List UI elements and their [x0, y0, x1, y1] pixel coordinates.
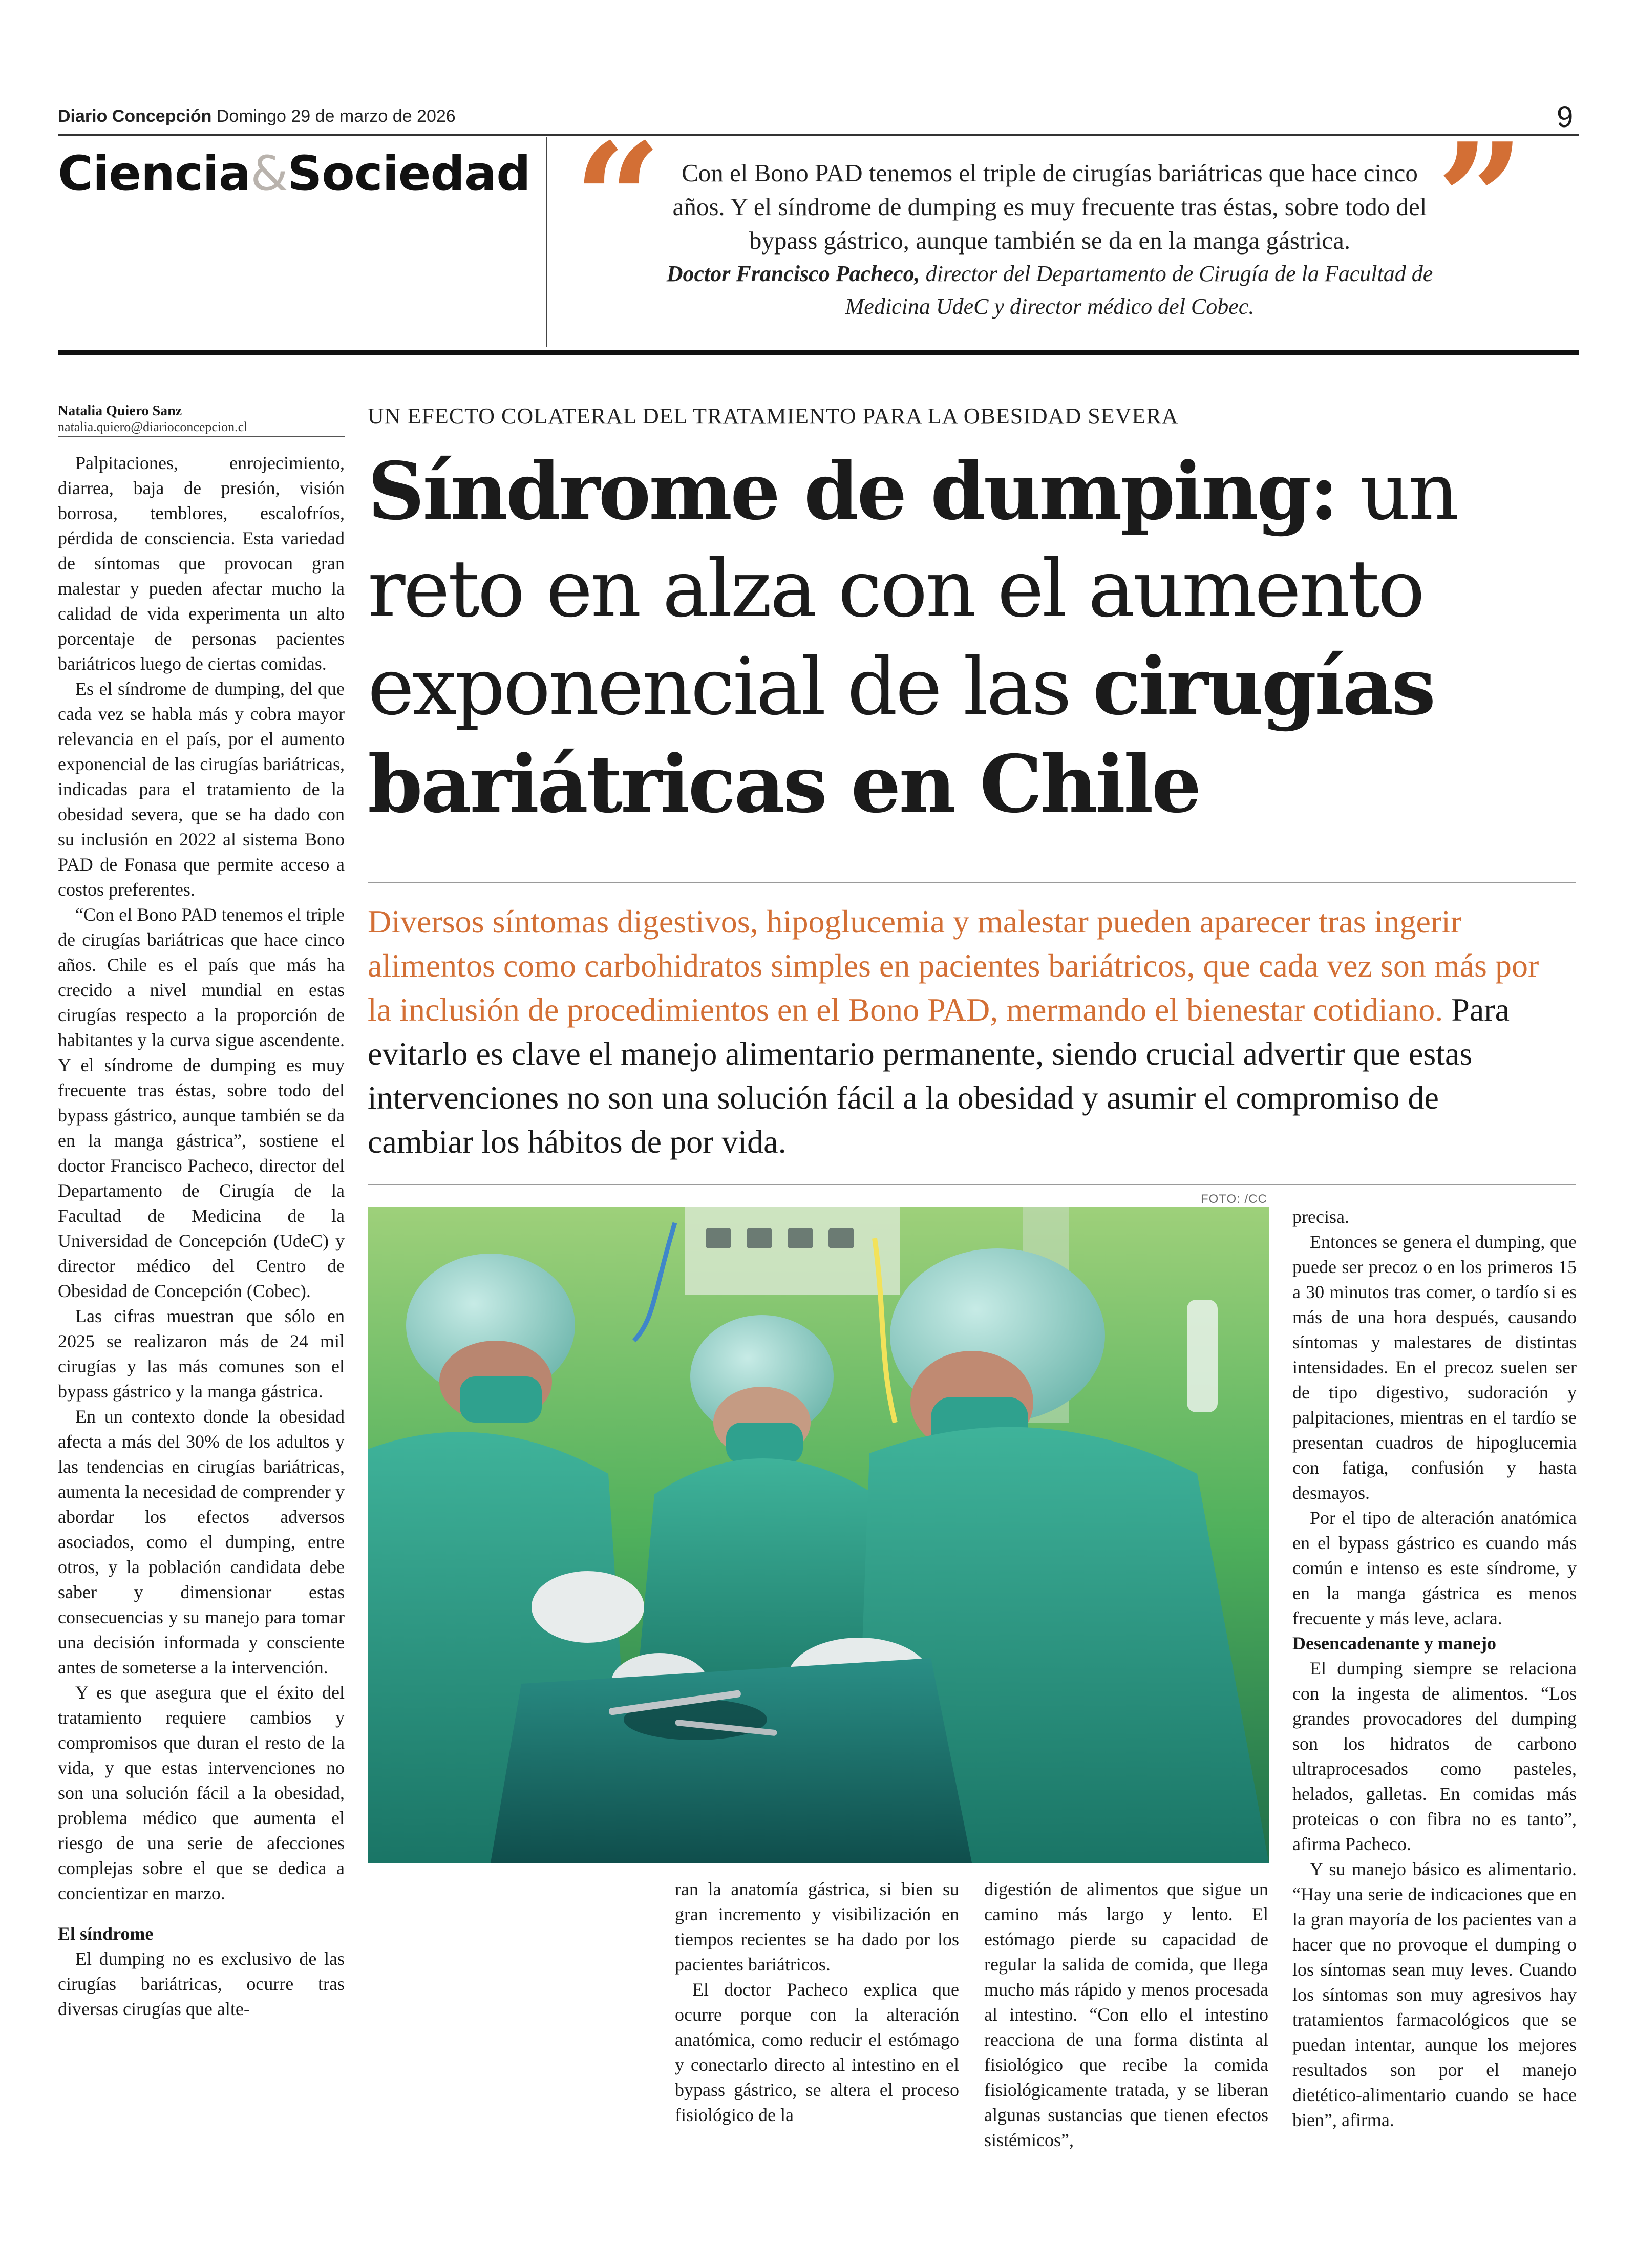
article-column-3	[984, 1877, 1268, 2153]
newspaper-name: Diario Concepción	[58, 107, 212, 126]
paragraph: Por el tipo de alteración anatómica en el bypass gástrico es cuando más común e intenso es este síndrome, y en la manga gástrica es menos frecuente y más leve, aclara.	[1292, 1508, 1577, 1628]
lead-rule	[368, 1184, 1576, 1185]
pull-quote-text: Con el Bono PAD tenemos el triple de cirugías bariátricas que hace cinco años. Y el síndrome de dumping es muy frecuente tras éstas, sobre todo del bypass gástrico, aunque también se da en la manga gástrica.	[672, 159, 1427, 255]
paragraph: El doctor Pacheco explica que ocurre porque con la alteración anatómica, como reducir el estómago y conectarlo directo al intestino en el bypass gástrico, se altera el proceso fisiológico de la	[675, 1979, 959, 2125]
close-quote-icon: ”	[1436, 109, 1525, 290]
header-divider	[546, 137, 547, 347]
page-header-dateline	[58, 107, 456, 126]
surgery-photo	[368, 1207, 1269, 1863]
paragraph: Entonces se genera el dumping, que puede ser precoz o en los primeros 15 a 30 minutos tras comer, o tardío si es más de una hora después, causando síntomas y malestares de distintas intensidades. En el precoz suelen ser de tipo digestivo, sudoración y palpitaciones, mientras en el tardío se presentan cuadros de hipoglucemia con fatiga, confusión y hasta desmayos.	[1292, 1232, 1577, 1503]
section-title: Ciencia&Sociedad	[58, 146, 530, 202]
pull-quote	[661, 156, 1439, 323]
byline-rule	[58, 436, 345, 437]
lead-body: Para evitarlo es clave el manejo alimentario permanente, siendo crucial advertir que estas intervenciones no son una solución fácil a la obesidad y asumir el compromiso de cambiar los hábitos de por vida.	[368, 991, 1510, 1160]
byline	[58, 403, 345, 435]
lead-highlight: Diversos síntomas digestivos, hipoglucemia y malestar pueden aparecer tras ingerir alimentos como carbohidratos simples en pacientes bariátricos, que cada vez son más por la inclusión de procedimientos en el Bono PAD, mermando el bienestar cotidiano.	[368, 903, 1539, 1028]
article-column-4	[1292, 1204, 1577, 2133]
headline-rule	[368, 882, 1576, 883]
paragraph: digestión de alimentos que sigue un camino más largo y lento. El estómago pierde su capacidad de regular la salida de comida, que llega mucho más rápido y menos procesada al intestino. “Con ello el intestino reacciona de una forma distinta al fisiológico que recibe la comida fisiológicamente tratada, y se liberan algunas sustancias que tienen efectos sistémicos”,	[984, 1879, 1268, 2150]
paragraph: ran la anatomía gástrica, si bien su gran incremento y visibilización en tiempos recientes se ha dado por los pacientes bariátricos.	[675, 1879, 959, 1975]
paragraph: El dumping siempre se relaciona con la ingesta de alimentos. “Los grandes provocadores del dumping son los hidratos de carbono ultraprocesados como pasteles, helados, galletas. En comidas más proteicas o con fibra no es tanto”, afirma Pacheco.	[1292, 1658, 1577, 1854]
article-kicker: UN EFECTO COLATERAL DEL TRATAMIENTO PARA LA OBESIDAD SEVERA	[368, 404, 1179, 429]
paragraph: precisa.	[1292, 1206, 1349, 1227]
pull-quote-attribution: Doctor Francisco Pacheco, director del Departamento de Cirugía de la Facultad de Medicina UdeC y director médico del Cobec.	[666, 261, 1433, 319]
header-rule	[58, 134, 1579, 136]
paragraph: Las cifras muestran que sólo en 2025 se realizaron más de 24 mil cirugías y las más comunes son el bypass gástrico y la manga gástrica.	[58, 1306, 345, 1402]
paragraph: El dumping no es exclusivo de las cirugías bariátricas, ocurre tras diversas cirugías que alte-	[58, 1948, 345, 2019]
article-lead	[368, 900, 1540, 1164]
subheading: Desencadenante y manejo	[1292, 1633, 1496, 1654]
open-quote-icon: “	[573, 109, 662, 290]
article-column-2	[675, 1877, 959, 2128]
paragraph: Es el síndrome de dumping, del que cada vez se habla más y cobra mayor relevancia en el país, por el aumento exponencial de las cirugías bariátricas, indicadas para el tratamiento de la obesidad severa, que se ha dado con su inclusión en 2022 al sistema Bono PAD de Fonasa que permite acceso a costos preferentes.	[58, 679, 345, 900]
issue-date: Domingo 29 de marzo de 2026	[216, 107, 456, 126]
photo-credit: FOTO: /CC	[1201, 1192, 1267, 1206]
paragraph: En un contexto donde la obesidad afecta a más del 30% de los adultos y las tendencias en cirugías bariátricas, aumenta la necesidad de comprender y abordar los efectos adversos asociados, como el dumping, entre otros, y la población candidata debe saber y dimensionar estas consecuencias y su manejo para tomar una decisión informada y consciente antes de someterse a la intervención.	[58, 1406, 345, 1678]
author-email: natalia.quiero@diarioconcepcion.cl	[58, 419, 248, 434]
header-thick-rule	[58, 350, 1579, 355]
article-column-1	[58, 451, 345, 2022]
subheading: El síndrome	[58, 1923, 154, 1944]
paragraph: Palpitaciones, enrojecimiento, diarrea, baja de presión, visión borrosa, temblores, escalofríos, pérdida de consciencia. Esta variedad de síntomas que provocan gran malestar y pueden afectar mucho la calidad de vida experimenta un alto porcentaje de personas pacientes bariátricos luego de ciertas comidas.	[58, 453, 345, 674]
author-name: Natalia Quiero Sanz	[58, 403, 182, 419]
surgical-team-image	[368, 1207, 1269, 1863]
paragraph: “Con el Bono PAD tenemos el triple de cirugías bariátricas que hace cinco años. Chile es el país que más ha crecido a nivel mundial en estas cirugías respecto a la proporción de habitantes y la curva sigue ascendente. Y el síndrome de dumping es muy frecuente tras éstas, sobre todo del bypass gástrico, aunque también se da en la manga gástrica”, sostiene el doctor Francisco Pacheco, director del Departamento de Cirugía de la Facultad de Medicina de la Universidad de Concepción (UdeC) y director médico del Centro de Obesidad de Concepción (Cobec).	[58, 904, 345, 1301]
paragraph: Y es que asegura que el éxito del tratamiento requiere cambios y compromisos que duran el resto de la vida, y que estas intervenciones no son una solución fácil a la obesidad, problema médico que aumenta el riesgo de una serie de afecciones complejas sobre el que se dedica a concientizar en marzo.	[58, 1682, 345, 1903]
article-headline: Síndrome de dumping: un reto en alza con el aumento exponencial de las cirugías bariátricas en Chile	[368, 445, 1457, 831]
page-number: 9	[1557, 100, 1574, 134]
paragraph: Y su manejo básico es alimentario. “Hay una serie de indicaciones que en la gran mayoría de los pacientes van a hacer que no provoque el dumping o los síntomas sean muy leves. Cuando los síntomas son muy agresivos hay tratamientos farmacológicos que se puedan intentar, aunque los mejores resultados son por el manejo dietético-alimentario cuando se hace bien”, afirma.	[1292, 1859, 1577, 2130]
